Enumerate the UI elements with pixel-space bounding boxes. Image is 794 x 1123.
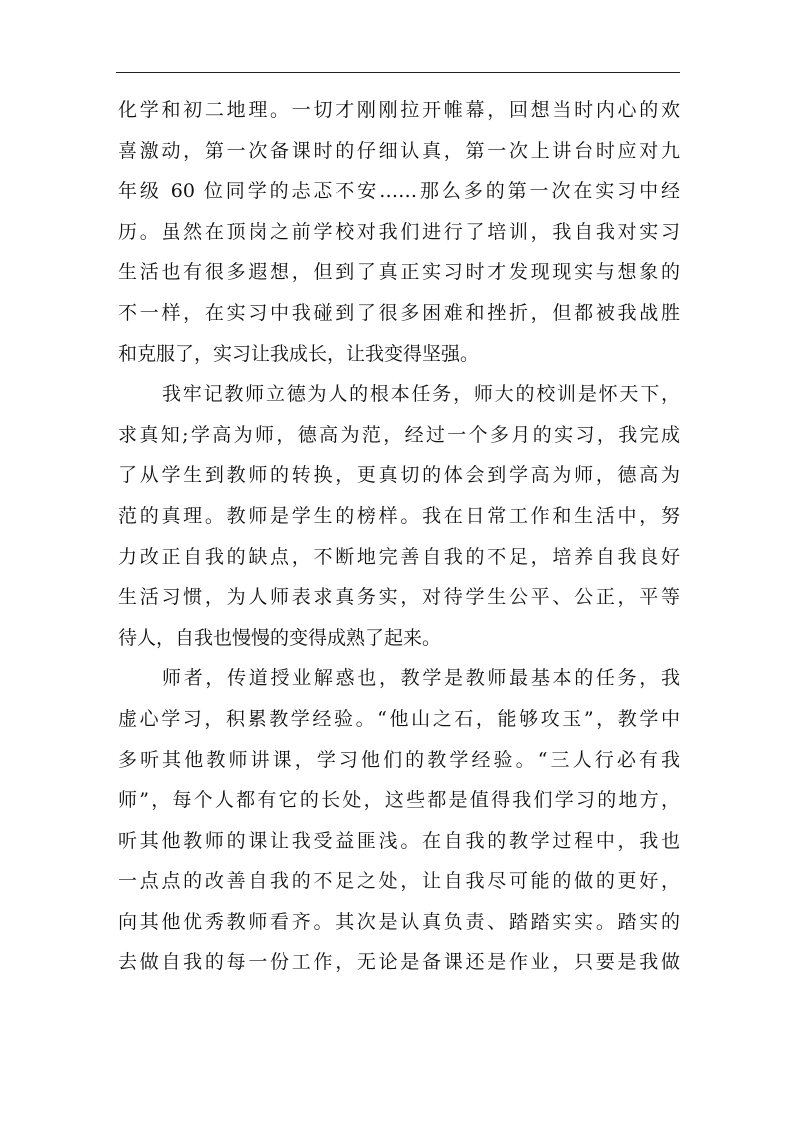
paragraph-end-line: 待人，自我也慢慢的变得成熟了起来。 bbox=[118, 626, 442, 649]
text-line: 师”，每个人都有它的长处，这些都是值得我们学习的地方， bbox=[118, 789, 680, 812]
text-line: 生活也有很多遐想，但到了真正实习时才发现现实与想象的 bbox=[118, 261, 680, 284]
text-line: 范的真理。教师是学生的榜样。我在日常工作和生活中，努 bbox=[118, 504, 680, 527]
text-line: 力改正自我的缺点，不断地完善自我的不足，培养自我良好 bbox=[118, 545, 680, 568]
text-line: 年级 60 位同学的忐忑不安……那么多的第一次在实习中经 bbox=[118, 180, 680, 203]
text-line: 喜激动，第一次备课时的仔细认真，第一次上讲台时应对九 bbox=[118, 139, 680, 162]
header-rule bbox=[116, 72, 680, 73]
text-line: 生活习惯，为人师表求真务实，对待学生公平、公正，平等 bbox=[118, 586, 680, 609]
paragraph-first-line: 师者，传道授业解惑也，教学是教师最基本的任务，我 bbox=[162, 667, 680, 690]
text-line: 了从学生到教师的转换，更真切的体会到学高为师，德高为 bbox=[118, 464, 680, 487]
text-line: 求真知;学高为师，德高为范，经过一个多月的实习，我完成 bbox=[118, 423, 680, 446]
text-line: 一点点的改善自我的不足之处，让自我尽可能的做的更好， bbox=[118, 870, 680, 893]
text-line: 虚心学习，积累教学经验。“他山之石，能够攻玉”，教学中 bbox=[118, 707, 680, 730]
text-line: 多听其他教师讲课，学习他们的教学经验。“三人行必有我 bbox=[118, 748, 680, 771]
text-line: 向其他优秀教师看齐。其次是认真负责、踏踏实实。踏实的 bbox=[118, 910, 680, 933]
text-line: 不一样，在实习中我碰到了很多困难和挫折，但都被我战胜 bbox=[118, 301, 680, 324]
document-body bbox=[118, 90, 680, 983]
text-line: 听其他教师的课让我受益匪浅。在自我的教学过程中，我也 bbox=[118, 829, 680, 852]
paragraph-first-line: 我牢记教师立德为人的根本任务，师大的校训是怀天下， bbox=[162, 383, 680, 406]
text-line: 去做自我的每一份工作，无论是备课还是作业，只要是我做 bbox=[118, 951, 680, 974]
text-line: 化学和初二地理。一切才刚刚拉开帷幕，回想当时内心的欢 bbox=[118, 99, 680, 121]
paragraph-end-line: 和克服了，实习让我成长，让我变得坚强。 bbox=[118, 342, 480, 365]
text-line: 历。虽然在顶岗之前学校对我们进行了培训，我自我对实习 bbox=[118, 220, 680, 243]
